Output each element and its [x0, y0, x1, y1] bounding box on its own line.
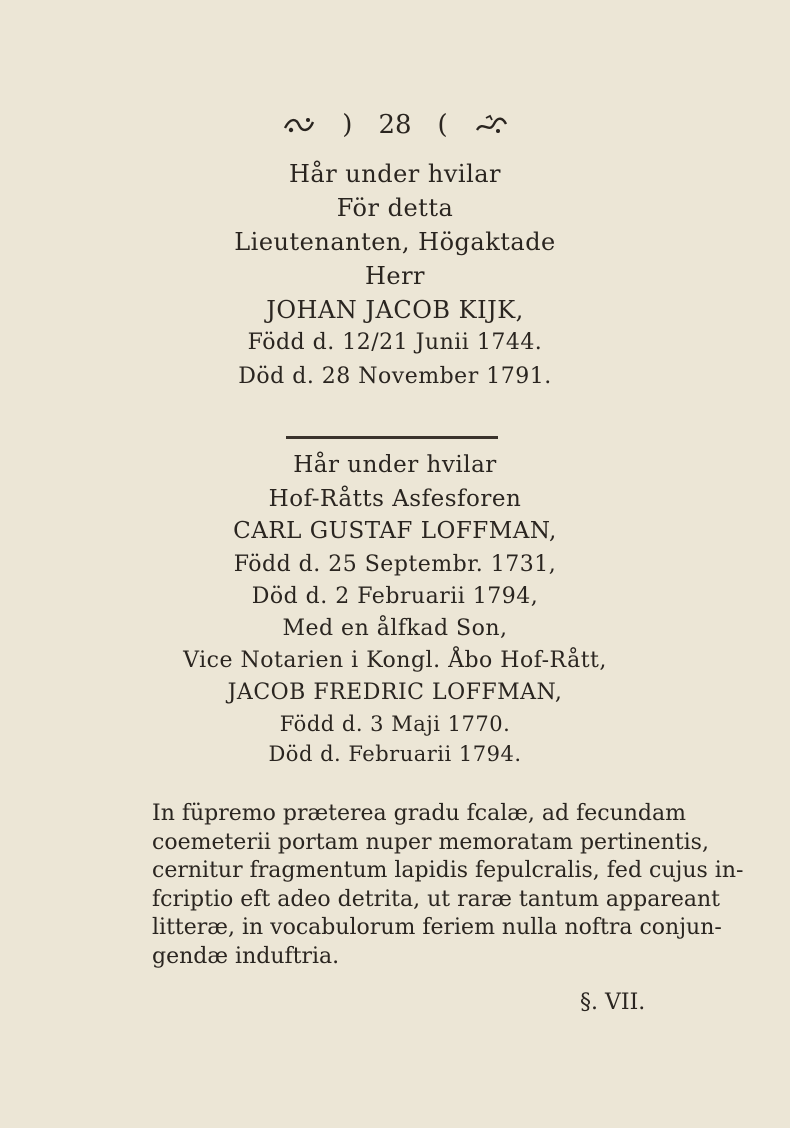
epitaph1-born: Född d. 12/21 Junii 1744. — [247, 330, 543, 355]
epitaph1-died: Död d. 28 November 1791. — [238, 364, 552, 389]
paren-left: ) — [342, 110, 353, 140]
epitaph2-born: Född d. 25 Septembr. 1731, — [233, 552, 557, 577]
ornament-right-icon — [474, 114, 508, 136]
section-mark: §. VII. — [580, 990, 646, 1015]
paragraph-line: gendæ induftria. — [152, 943, 340, 969]
paragraph-line: In füpremo præterea gradu fcalæ, ad fecundam — [152, 801, 686, 826]
epitaph1-line4: Herr — [364, 262, 426, 290]
page-number: 28 — [378, 110, 412, 140]
epitaph1-line2: För detta — [336, 194, 454, 222]
epitaph1-name: JOHAN JACOB KIJK, — [266, 296, 524, 324]
page-header — [0, 110, 790, 140]
paragraph-line: cernitur fragmentum lapidis fepulcralis, fed cujus in- — [152, 858, 744, 883]
epitaph2-line6: Med en ålfkad Son, — [282, 616, 508, 641]
epitaph2-son-died: Död d. Februarii 1794. — [268, 742, 522, 766]
ornament-left-icon — [282, 114, 316, 136]
epitaph1-line3: Lieutenanten, Högaktade — [234, 228, 556, 256]
paragraph-line: litteræ, in vocabulorum feriem nulla noftra conjun- — [152, 915, 722, 940]
epitaph1-line1: Hår under hvilar — [288, 160, 502, 188]
separator-rule — [286, 436, 498, 439]
paragraph-line: fcriptio eft adeo detrita, ut raræ tantum appareant — [152, 886, 720, 912]
epitaph2-line7: Vice Notarien i Kongl. Åbo Hof-Rått, — [183, 648, 607, 673]
description-paragraph — [152, 800, 744, 971]
epitaph2-line1: Hår under hvilar — [293, 452, 497, 478]
paren-right: ( — [437, 110, 448, 140]
epitaph2-died: Död d. 2 Februarii 1794, — [251, 584, 539, 609]
epitaph2-line2: Hof-Råtts Asfesforen — [268, 486, 522, 512]
paragraph-line: coemeterii portam nuper memoratam pertinentis, — [152, 829, 709, 855]
epitaph2-son-born: Född d. 3 Maji 1770. — [279, 712, 511, 736]
epitaph2-name: CARL GUSTAF LOFFMAN, — [233, 518, 557, 544]
epitaph2-son-name: JACOB FREDRIC LOFFMAN, — [227, 680, 563, 705]
